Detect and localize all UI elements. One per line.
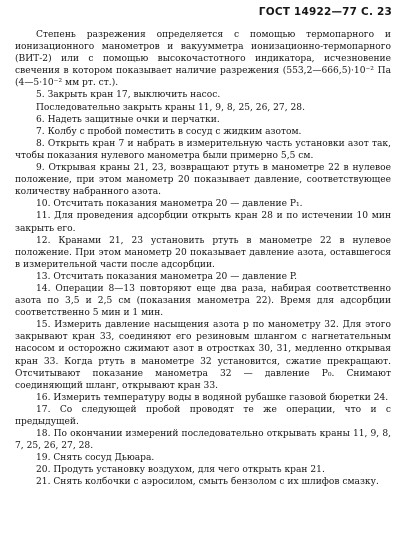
paragraph-item-11: 11. Для проведения адсорбции открыть кран 28 и по истечении 10 мин закрыть его. (15, 211, 391, 234)
running-header: ГОСТ 14922—77 С. 23 (258, 6, 392, 18)
paragraph-item-5a: 5. Закрыть кран 17, выключить насос. (36, 90, 221, 101)
paragraph-item-7: 7. Колбу с пробой поместить в сосуд с жидким азотом. (36, 126, 302, 137)
paragraph-item-15: 15. Измерить давление насыщения азота p по манометру 32. Для этого закрывают кран 33, соединяют его резиновым шлангом с нагнетательным насосом и осторожно сжимают азот в отростках 30, 31, медленно открывая кран 33. Когда ртуть в манометре 32 установится, сжатие прекращают. Отсчитывают показание манометра 32 — давление P₀. Снимают соединяющий шланг, открывают кран 33. (15, 320, 391, 391)
paragraph-item-9: 9. Открывая краны 21, 23, возвращают ртуть в манометре 22 в нулевое положение, при этом манометр 20 показывает давление, соответствующее количеству набранного азота. (15, 163, 391, 198)
paragraph-item-21: 21. Снять колбочки с аэросилом, смыть бензолом с их шлифов смазку. (36, 477, 379, 488)
paragraph-item-10: 10. Отсчитать показания манометра 20 — давление P₁. (36, 199, 303, 210)
paragraph-item-12: 12. Кранами 21, 23 установить ртуть в манометре 22 в нулевое положение. При этом манометр 20 показывает давление азота, оставшегося в измерительной части после адсорбции. (15, 235, 391, 270)
paragraph-item-8: 8. Открыть кран 7 и набрать в измерительную часть установки азот так, чтобы показания нулевого манометра были примерно 5,5 см. (15, 138, 391, 161)
document-body (15, 29, 391, 489)
paragraph-item-17: 17. Со следующей пробой проводят те же операции, что и с предыдущей. (15, 404, 391, 427)
paragraph-item-14: 14. Операции 8—13 повторяют еще два раза, набирая соответственно азота по 3,5 и 2,5 см (показания манометра 22). Время для адсорбции соответственно 5 мин и 1 мин. (15, 283, 391, 319)
paragraph-item-13: 13. Отсчитать показания манометра 20 — давление P. (36, 271, 298, 282)
paragraph-p-intro: Степень разрежения определяется с помощью термопарного и ионизационного манометров и вакуумметра ионизационно-термопарного (ВИТ-2) или с помощью высокочастотного индикатора, исчезновение свечения в котором показывает наличие разрежения (553,2—666,5)·10⁻² Па (4—5·10⁻² мм рт. ст.). (15, 30, 391, 89)
paragraph-item-20: 20. Продуть установку воздухом, для чего открыть кран 21. (36, 465, 325, 476)
paragraph-item-5b: Последовательно закрыть краны 11, 9, 8, 25, 26, 27, 28. (36, 102, 305, 113)
paragraph-item-19: 19. Снять сосуд Дьюара. (36, 453, 155, 464)
paragraph-item-18: 18. По окончании измерений последовательно открывать краны 11, 9, 8, 7, 25, 26, 27, 28. (15, 429, 391, 452)
paragraph-item-16: 16. Измерить температуру воды в водяной рубашке газовой бюретки 24. (36, 392, 389, 403)
paragraph-item-6: 6. Надеть защитные очки и перчатки. (36, 114, 220, 125)
